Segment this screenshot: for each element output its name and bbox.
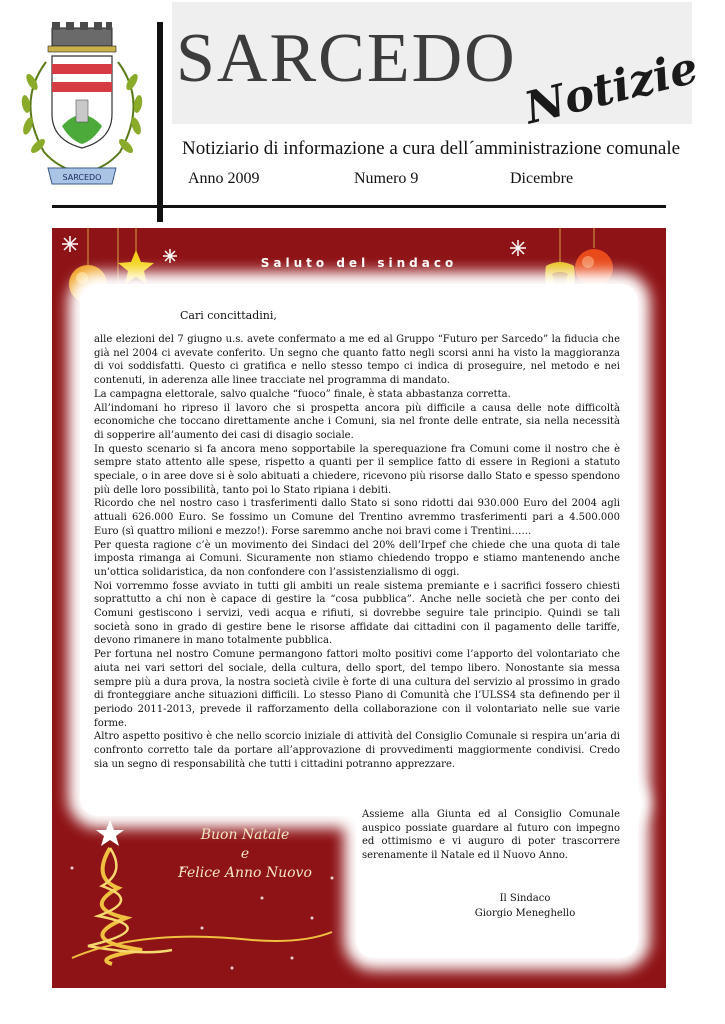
letter-body <box>94 333 620 772</box>
masthead-script-text: Notizie <box>519 42 704 135</box>
header-horizontal-rule <box>52 205 666 208</box>
municipal-crest-logo <box>8 22 156 192</box>
letter-closing <box>362 808 620 863</box>
issue-month: Dicembre <box>510 170 574 187</box>
greeting-line-1: Buon Natale <box>200 827 290 843</box>
letter-paragraph: Ricordo che nel nostro caso i trasferimenti dallo Stato si sono ridotti dai 930.000 Euro del 2004 agli attuali 626.000 Euro. Se fossimo un Comune del Trentino avremmo trasferimenti pari a 4.500.000 Euro (sì quattro milioni e mezzo!). Forse saremmo anche noi bravi come i Trentini…… <box>94 498 620 537</box>
letter-paragraph: Per questa ragione c’è un movimento dei Sindaci del 20% dell’Irpef che chiede che una quota di tale imposta rimanga ai Comuni. Sicuramente non stiamo chiedendo troppo e stiamo mantenendo anche un’ottica solidaristica, da non confondere con l’assistenzialismo di oggi. <box>94 539 620 578</box>
issue-number: Numero 9 <box>354 170 419 187</box>
crest-ribbon-text: SARCEDO <box>62 173 102 182</box>
masthead-subtitle: Notiziario di informazione a cura dell´amministrazione comunale <box>182 138 681 159</box>
letter-paragraph: La campagna elettorale, salvo qualche “fuoco” finale, è stata abbastanza corretta. <box>94 388 511 400</box>
greeting-line-2: e <box>240 846 250 862</box>
masthead-script-title <box>516 24 704 135</box>
letter-paragraph: Per fortuna nel nostro Comune permangono fattori molto positivi come l’apporto del volontariato che aiuta nei vari settori del sociale, della cultura, dello sport, del tempo libero. Nonostante sia messa sempre più a dura prova, la nostra società civile è forte di una cultura del servizio al prossimo in grado di fronteggiare anche situazioni difficili. Lo stesso Piano di Comunità che l’ULSS4 sta definendo per il periodo 2011-2013, prevede il rafforzamento della collaborazione con il volontariato nelle sue varie forme. <box>94 649 620 729</box>
letter-paragraph: Altro aspetto positivo è che nello scorcio iniziale di attività del Consiglio Comunale si respira un’aria di confronto corretto tale da portare all’approvazione di provvedimenti maggiormente condivisi. Credo sia un segno di responsabilità che tutti i cittadini potranno apprezzare. <box>94 731 620 770</box>
letter-paragraph: In questo scenario si fa ancora meno sopportabile la sperequazione fra Comuni come il nostro che è sempre stato attento alle spese, rispetto a quanti per il semplice fatto di essere in Regioni a statuto speciale, o in aree dove si è solo abituati a chiedere, ricevono più risorse dallo Stato e spesso spendono più delle loro possibilità, tanto poi lo Stato ripiana i debiti. <box>94 443 620 496</box>
header-vertical-rule <box>157 22 163 222</box>
greeting-line-3: Felice Anno Nuovo <box>178 865 312 881</box>
signature-name: Giorgio Meneghello <box>474 907 576 919</box>
letter-paragraph: All’indomani ho ripreso il lavoro che si prospetta ancora più difficile a causa delle note difficoltà economiche che toccano direttamente anche i Comuni, sia nel fronte delle entrate, sia nella necessità di sopperire all’aumento dei casi di disagio sociale. <box>94 402 620 441</box>
masthead-title: SARCEDO <box>176 20 517 97</box>
letter-salutation: Cari concittadini, <box>180 309 277 322</box>
signature-block <box>440 892 610 921</box>
signature-role: Il Sindaco <box>499 893 551 904</box>
letter-heading: Saluto del sindaco <box>260 256 458 270</box>
letter-paragraph: Noi vorremmo fosse avviato in tutti gli ambiti un reale sistema premiante e i sacrifici fossero chiesti soprattutto a chi non è capace di gestire la “cosa pubblica”. Anche nelle società che per conto dei Comuni gestiscono i servizi, vedi acqua e rifiuti, si dovrebbe seguire tale principio. Quindi se tali società sono in grado di gestire bene le risorse affidate dai cittadini con il pagamento delle tariffe, devono rimanere in mano totalmente pubblica. <box>94 580 620 647</box>
holiday-greeting <box>150 826 340 883</box>
issue-year: Anno 2009 <box>188 170 260 187</box>
letter-closing-text: Assieme alla Giunta ed al Consiglio Comunale auspico possiate guardare al futuro con impegno ed ottimismo e vi auguro di poter trascorrere serenamente il Natale ed il Nuovo Anno. <box>362 809 620 862</box>
letter-paragraph: alle elezioni del 7 giugno u.s. avete confermato a me ed al Gruppo “Futuro per Sarcedo” la fiducia che già nel 2004 ci avevate conferito. Un segno che quanto fatto negli scorsi anni ha visto la maggioranza di voi soddisfatti. Questo ci gratifica e nello stesso tempo ci indica di proseguire, nel metodo e nei contenuti, in aderenza alle linee tracciate nel programma di mandato. <box>94 334 620 387</box>
